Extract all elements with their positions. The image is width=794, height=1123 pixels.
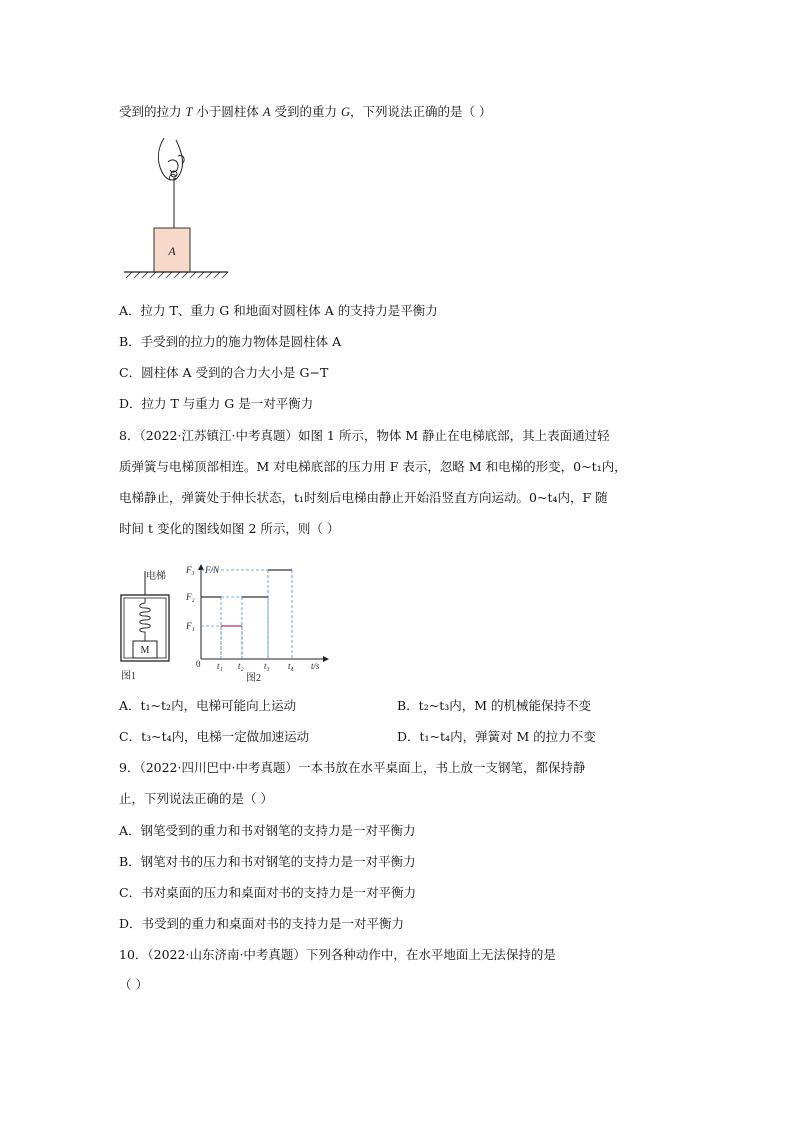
q8-option-d: D．t₁~t₄内，弹簧对 M 的拉力不变 <box>397 729 596 744</box>
x-tick-label: t₃ <box>264 661 270 671</box>
q9-option-c: C．书对桌面的压力和桌面对书的支持力是一对平衡力 <box>119 885 417 900</box>
ground-hatch <box>126 272 228 278</box>
question-10-line-2: （ ） <box>119 977 148 992</box>
y-tick-label: F₁ <box>186 621 195 631</box>
elevator-figure <box>118 565 182 685</box>
force-time-chart <box>180 563 332 685</box>
y-tick-label: F₂ <box>186 592 195 602</box>
q9-option-a: A．钢笔受到的重力和书对钢笔的支持力是一对平衡力 <box>119 823 416 838</box>
x-axis-label: t/s <box>311 661 320 671</box>
cylinder-a-label: A <box>168 244 176 258</box>
question-8-line-2: 质弹簧与电梯顶部相连。M 对电梯底部的压力用 F 表示，忽略 M 和电梯的形变，0~t₁内， <box>119 459 627 474</box>
figure-2-caption: 图2 <box>246 673 261 684</box>
x-tick-label: t₄ <box>288 661 294 671</box>
x-tick-label: t₂ <box>238 661 244 671</box>
q7-option-b: B．手受到的拉力的施力物体是圆柱体 A <box>119 334 342 349</box>
question-8-line-1: 8．（2022·江苏镇江·中考真题）如图 1 所示，物体 M 静止在电梯底部，其上表面通过轻 <box>119 428 610 443</box>
x-tick-label: t₁ <box>217 661 223 671</box>
q7-option-a: A．拉力 T、重力 G 和地面对圆柱体 A 的支持力是平衡力 <box>119 303 438 318</box>
y-tick-label: F₃ <box>186 565 195 575</box>
figure-1-caption: 图1 <box>121 671 136 682</box>
question-7-stem: 受到的拉力 T 小于圆柱体 A 受到的重力 G，下列说法正确的是（ ） <box>119 104 492 119</box>
question-8-line-4: 时间 t 变化的图线如图 2 所示，则（ ） <box>119 521 340 536</box>
origin-label: 0 <box>196 659 201 669</box>
chart-guides <box>201 570 292 659</box>
q7-option-d: D．拉力 T 与重力 G 是一对平衡力 <box>119 396 314 411</box>
block-m-label: M <box>140 645 150 656</box>
q9-option-b: B．钢笔对书的压力和书对钢笔的支持力是一对平衡力 <box>119 854 416 869</box>
hand-icon <box>158 138 184 180</box>
chart-series <box>201 570 292 626</box>
spring <box>140 598 151 641</box>
question-10-line-1: 10．（2022·山东济南·中考真题）下列各种动作中，在水平地面上无法保持的是 <box>119 947 556 962</box>
y-axis-label: F/N <box>205 565 220 575</box>
hand-pulling-block-figure <box>118 136 238 282</box>
question-9-line-1: 9．（2022·四川巴中·中考真题）一本书放在水平桌面上，书上放一支钢笔，都保持静 <box>119 760 586 775</box>
q8-option-a: A．t₁~t₂内，电梯可能向上运动 <box>119 698 297 713</box>
q9-option-d: D．书受到的重力和桌面对书的支持力是一对平衡力 <box>119 916 405 931</box>
question-9-line-2: 止，下列说法正确的是（ ） <box>119 791 273 806</box>
elevator-label: 电梯 <box>146 571 166 582</box>
q8-option-b: B．t₂~t₃内，M 的机械能保持不变 <box>397 698 592 713</box>
q8-option-c: C．t₃~t₄内，电梯一定做加速运动 <box>119 729 310 744</box>
q7-option-c: C．圆柱体 A 受到的合力大小是 G−T <box>119 365 329 380</box>
question-8-line-3: 电梯静止，弹簧处于伸长状态，t₁时刻后电梯由静止开始沿竖直方向运动。0~t₄内，F 随 <box>119 490 608 505</box>
